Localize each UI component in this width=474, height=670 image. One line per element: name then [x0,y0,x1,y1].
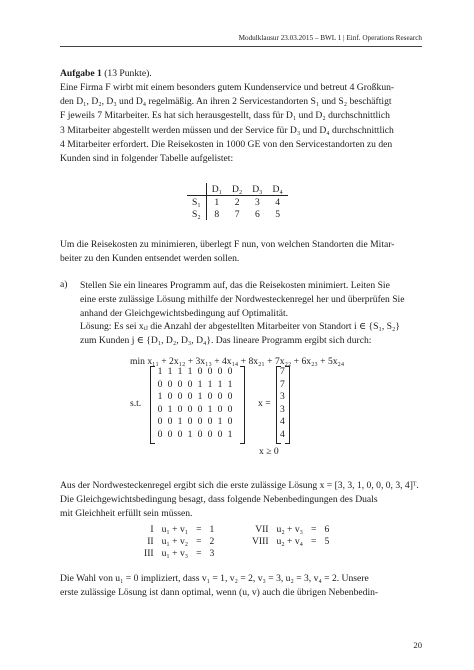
rhs-cell: 7 [280,366,285,377]
rhs-cell: 4 [280,416,285,428]
nonnegativity: x ≥ 0 [259,446,279,457]
matrix-cell: 0 [157,416,163,428]
matrix-cell: 1 [207,378,213,390]
matrix-row [155,379,235,390]
matrix-row [155,366,235,377]
matrix-cell: 0 [167,429,173,440]
rhs-cell: 3 [280,391,285,403]
matrix-cell: 1 [227,378,233,390]
matrix-cell: 0 [207,416,213,428]
matrix-cell: 0 [217,391,223,403]
matrix-cell: 1 [197,391,203,403]
matrix-cell: 0 [187,403,193,415]
matrix-cell: 1 [217,416,223,428]
matrix-cell: 0 [197,429,203,440]
matrix-cell: 0 [227,366,233,377]
matrix-cell: 0 [207,391,213,403]
matrix-cell: 0 [187,416,193,428]
matrix-cell: 0 [217,429,223,440]
matrix-cell: 0 [227,416,233,428]
question-paragraph: Um die Reisekosten zu minimieren, überlegt F nun, von welchen Standorten die Mitar- beiter zu den Kunden entsendet werden sollen. [60,239,395,265]
header-rule [60,46,422,47]
matrix-cell: 0 [177,429,183,440]
matrix-row [155,404,235,415]
matrix-cell: 0 [167,416,173,428]
rhs-cell: 4 [280,429,285,440]
matrix-cell: 0 [227,391,233,403]
dual-equations-right: VII u₂ + v₃ = 6 VIII u₂ + v₄ = 5 [252,523,330,547]
subtask-label: a) [60,279,68,290]
matrix-cell: 1 [217,378,223,390]
matrix-cell: 1 [157,366,163,377]
matrix-cell: 0 [177,403,183,415]
intro-paragraph: Eine Firma F wirbt mit einem besonders gutem Kundenservice und betreut 4 Großkun- den D₁, D₂, D₃ und D₄ regelmäßig. An ihren 2 Servicestandorten S₁ und S₂ beschäftigt F jeweils 7 Mitarbeiter. Es hat sich herausgestellt, dass für D₁ und D₂ durchschnittlich 3 Mitarbeiter abgestellt werden müssen und der Service für D₃ und D₄ durchschnittlich 4 Mitarbeiter erfordert. Die Reisekosten in 1000 GE von den Servicestandorten zu den Kunden sind in folgender Tabelle aufgelistet: [60,82,395,165]
matrix-cell: 0 [157,429,163,440]
rhs-cell: 7 [280,378,285,390]
matrix-cell: 0 [207,366,213,377]
matrix-cell: 0 [207,429,213,440]
running-header: Modulklausur 23.03.2015 – BWL 1 | Einf. Operations Research [238,34,422,42]
matrix-cell: 0 [197,403,203,415]
matrix-cell: 1 [207,403,213,415]
matrix-cell: 1 [197,378,203,390]
task-heading: Aufgabe 1 (13 Punkte). [60,68,152,79]
matrix-cell: 0 [217,403,223,415]
st-label: s.t. [130,398,142,409]
x-equals: x = [258,398,271,409]
matrix-cell: 1 [177,416,183,428]
matrix-cell: 0 [167,391,173,403]
matrix-cell: 0 [187,391,193,403]
matrix-cell: 0 [177,391,183,403]
matrix-cell: 0 [197,366,203,377]
dual-equations-left: I u₁ + v₁ = 1 II u₁ + v₂ = 2 III u₁ + v₃ = 3 [144,523,215,559]
objective-function: min x₁₁ + 2x₁₂ + 3x₁₃ + 4x₁₄ + 8x₂₁ + 7x₂₂ + 6x₂₃ + 5x₂₄ [130,356,345,367]
solution-intro: Lösung: Es sei xᵢⱼ die Anzahl der abgestellten Mitarbeiter von Standort i ∈ {S₁, S₂} zum Kunden j ∈ {D₁, D₂, D₃, D₄}. Das lineare Programm ergibt sich durch: [80,321,400,347]
matrix-row [155,429,235,440]
matrix-cell: 1 [187,429,193,440]
matrix-row [155,391,235,402]
matrix-cell: 0 [157,403,163,415]
subtask-text: Stellen Sie ein lineares Programm auf, das die Reisekosten minimiert. Leiten Sie eine erste zulässige Lösung mithilfe der Nordwesteckenregel her und überprüfen Sie anhand der Gleichgewichtsbedingung auf Optimalität. [80,280,405,320]
matrix-cell: 0 [177,378,183,390]
matrix-cell: 1 [227,429,233,440]
row-label: S₂ [187,208,206,220]
northwest-paragraph: Aus der Nordwesteckenregel ergibt sich die erste zulässige Lösung x = [3, 3, 1, 0, 0, 0, 3, 4]ᵀ. Die Gleichgewichtsbedingung besagt, dass folgende Nebenbedingungen des Duals mit Gleichheit erfüllt sein müssen. [60,480,419,520]
matrix-cell: 0 [167,378,173,390]
cost-table: D₁ D₂ D₃ D₄ S₁ 1 2 3 4 S₂ 8 7 6 5 [187,183,288,220]
matrix-row [155,416,235,427]
page-number: 20 [413,640,422,650]
matrix-cell: 0 [157,378,163,390]
matrix-cell: 1 [157,391,163,403]
matrix-cell: 0 [227,403,233,415]
matrix-cell: 1 [167,403,173,415]
rhs-cell: 3 [280,403,285,415]
matrix-cell: 0 [197,416,203,428]
matrix-cell: 0 [187,378,193,390]
conclusion-paragraph: Die Wahl von u₁ = 0 impliziert, dass v₁ = 1, v₂ = 2, v₃ = 3, u₂ = 3, v₄ = 2. Unsere erste zulässige Lösung ist dann optimal, wenn (u, v) auch die übrigen Nebenbedin- [60,573,379,599]
matrix-cell: 1 [187,366,193,377]
row-label: S₁ [187,196,206,209]
matrix-cell: 1 [177,366,183,377]
matrix-cell: 1 [167,366,173,377]
matrix-cell: 0 [217,366,223,377]
